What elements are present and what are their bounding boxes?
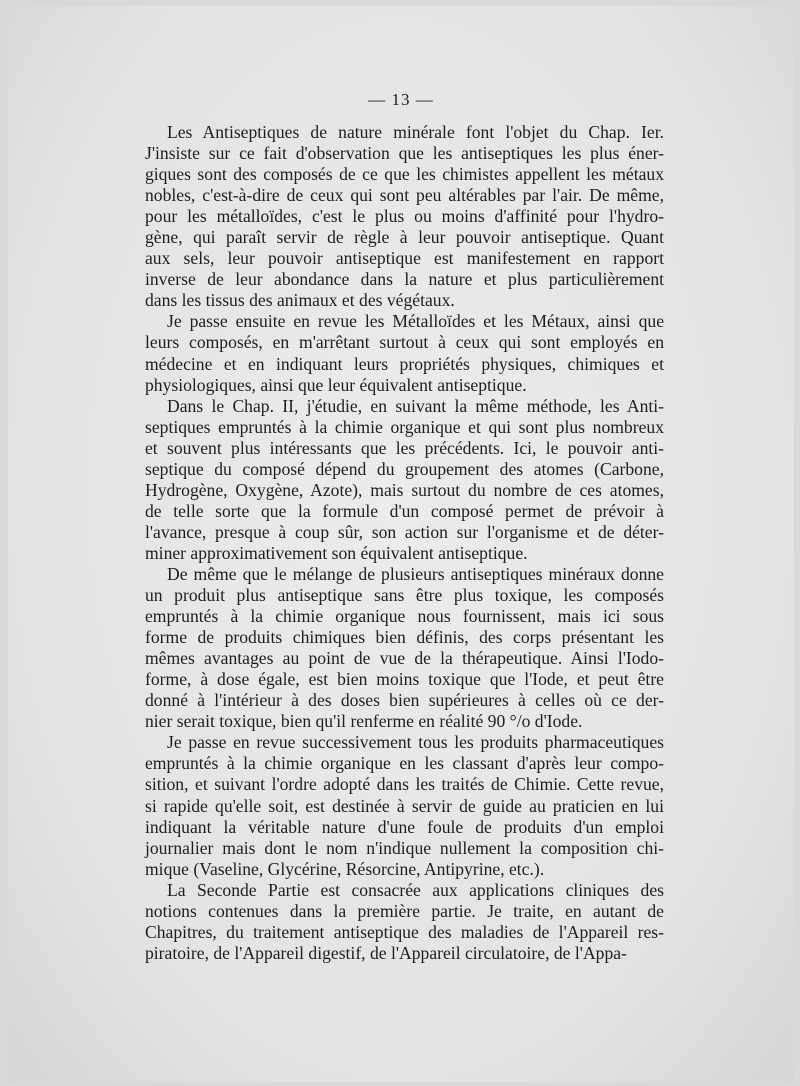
text-line: Je passe ensuite en revue les Métalloïdes et les Métaux, ainsi que	[167, 311, 664, 332]
text-line: sition, et suivant l'ordre adopté dans les traités de Chimie. Cette revue,	[145, 774, 664, 795]
text-line: donné à l'intérieur à des doses bien supérieures à celles où ce der-	[145, 690, 664, 711]
paragraph	[145, 880, 664, 964]
text-line: si rapide qu'elle soit, est destinée à servir de guide au praticien en lui	[145, 795, 664, 816]
text-line: gène, qui paraît servir de règle à leur pouvoir antiseptique. Quant	[145, 227, 664, 248]
text-line: médecine et en indiquant leurs propriétés physiques, chimiques et	[145, 353, 664, 374]
text-line: Hydrogène, Oxygène, Azote), mais surtout du nombre de ces atomes,	[145, 479, 664, 500]
text-line: dans les tissus des animaux et des végétaux.	[145, 290, 455, 311]
text-line: inverse de leur abondance dans la nature et plus particulièrement	[145, 269, 664, 290]
text-line: l'avance, presque à coup sûr, son action sur l'organisme et de déter-	[145, 521, 664, 542]
text-line: Je passe en revue successivement tous les produits pharmaceutiques	[167, 732, 664, 753]
paragraph	[145, 564, 664, 732]
text-line: forme de produits chimiques bien définis, des corps présentant les	[145, 627, 664, 648]
text-line: empruntés à la chimie organique en les classant d'après leur compo-	[145, 753, 664, 774]
text-line: nobles, c'est-à-dire de ceux qui sont peu altérables par l'air. De même,	[145, 185, 664, 206]
page-number: — 13 —	[368, 90, 434, 109]
text-line: indiquant la véritable nature d'une foule de produits d'un emploi	[145, 816, 664, 837]
text-line: pour les métalloïdes, c'est le plus ou moins d'affinité pour l'hydro-	[145, 206, 664, 227]
text-line: de telle sorte que la formule d'un composé permet de prévoir à	[145, 500, 664, 521]
text-line: Les Antiseptiques de nature minérale font l'objet du Chap. Ier.	[167, 122, 664, 142]
paragraph	[145, 732, 664, 879]
text-line: physiologiques, ainsi que leur équivalent antiseptique.	[145, 374, 527, 395]
text-line: nier serait toxique, bien qu'il renferme en réalité 90 °/o d'Iode.	[145, 711, 583, 732]
text-line: J'insiste sur ce fait d'observation que les antiseptiques les plus éner-	[145, 143, 664, 164]
text-line: miner approximativement son équivalent antiseptique.	[145, 542, 528, 563]
body-text	[145, 122, 664, 964]
text-line: septiques empruntés à la chimie organique et qui sont plus nombreux	[145, 416, 664, 437]
text-line: notions contenues dans la première partie. Je traite, en autant de	[145, 900, 664, 921]
text-line: piratoire, de l'Appareil digestif, de l'Appareil circulatoire, de l'Appa-	[145, 942, 627, 963]
text-line: aux sels, leur pouvoir antiseptique est manifestement en rapport	[145, 248, 664, 269]
text-line: forme, à dose égale, est bien moins toxique que l'Iode, et peut être	[145, 669, 664, 690]
paragraph	[145, 396, 664, 564]
text-line: Dans le Chap. II, j'étudie, en suivant la même méthode, les Anti-	[167, 395, 664, 416]
text-line: journalier mais dont le nom n'indique nullement la composition chi-	[145, 837, 664, 858]
text-line: Chapitres, du traitement antiseptique des maladies de l'Appareil res-	[145, 921, 664, 942]
text-line: septique du composé dépend du groupement des atomes (Carbone,	[145, 458, 664, 479]
paragraph	[145, 122, 664, 311]
text-line: mêmes avantages au point de vue de la thérapeutique. Ainsi l'Iodo-	[145, 648, 664, 669]
text-line: giques sont des composés de ce que les chimistes appellent les métaux	[145, 164, 664, 185]
text-line: De même que le mélange de plusieurs antiseptiques minéraux donne	[167, 563, 664, 584]
text-line: empruntés à la chimie organique nous fournissent, mais ici sous	[145, 606, 664, 627]
text-line: La Seconde Partie est consacrée aux applications cliniques des	[167, 879, 664, 900]
paragraph	[145, 311, 664, 395]
book-page	[8, 6, 794, 1082]
text-line: un produit plus antiseptique sans être plus toxique, les composés	[145, 585, 664, 606]
text-line: et souvent plus intéressants que les précédents. Ici, le pouvoir anti-	[145, 437, 664, 458]
text-line: mique (Vaseline, Glycérine, Résorcine, Antipyrine, etc.).	[145, 858, 545, 879]
text-line: leurs composés, en m'arrêtant surtout à ceux qui sont employés en	[145, 332, 664, 353]
